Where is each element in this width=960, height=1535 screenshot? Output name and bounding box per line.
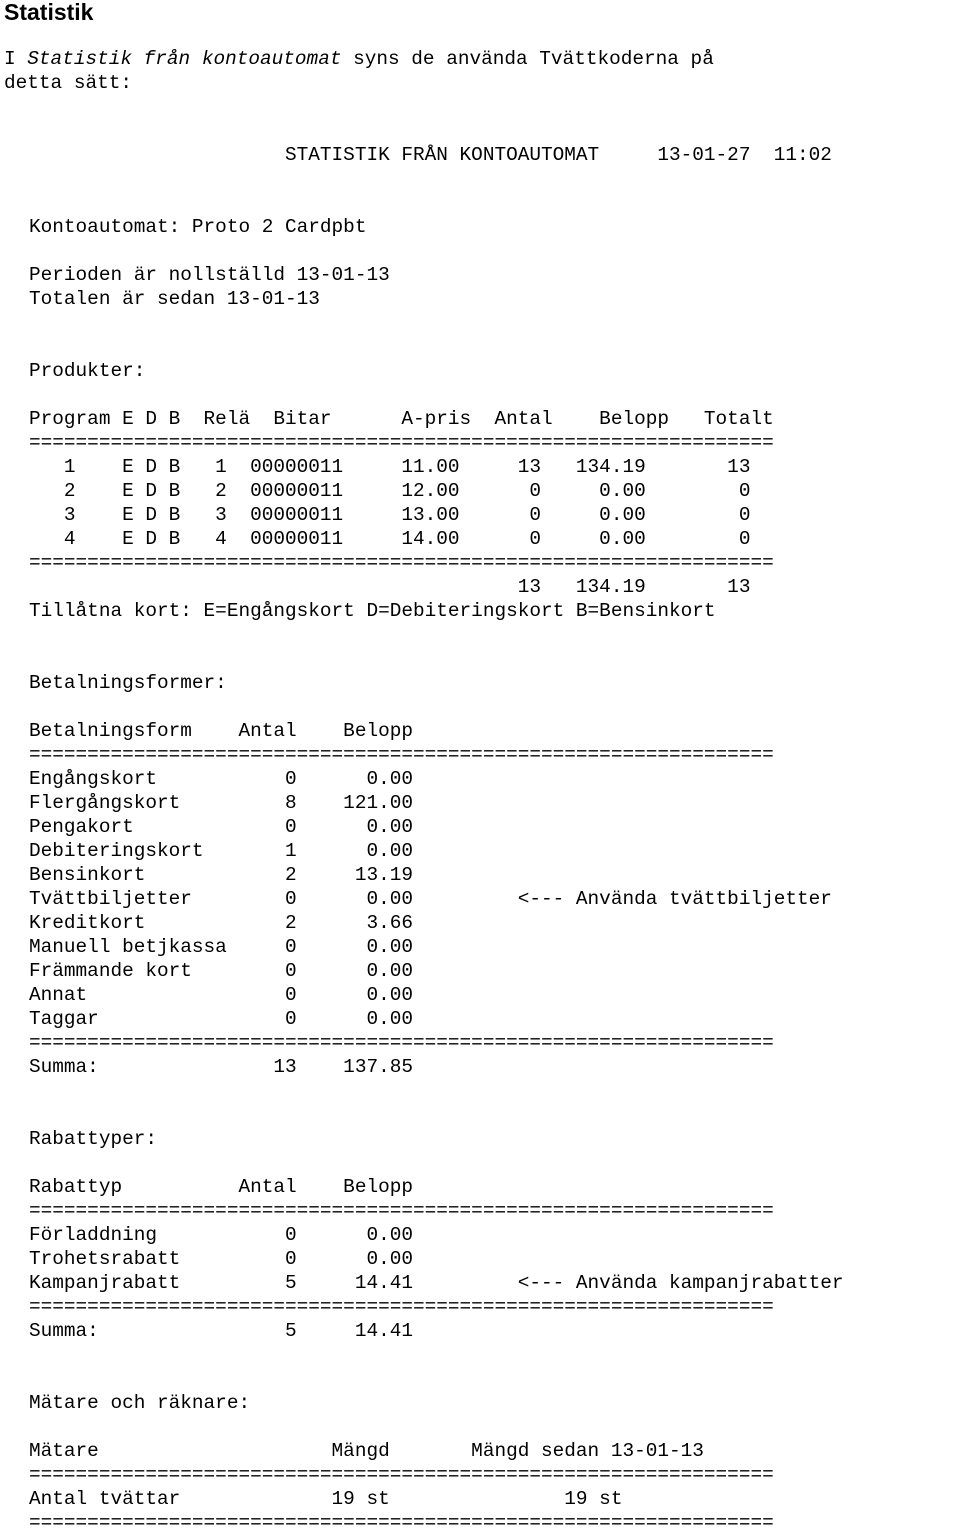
intro-prefix: I — [4, 48, 28, 70]
report-line — [29, 1343, 844, 1367]
report-line: ================================================================ — [29, 1512, 774, 1534]
report-line: Pengakort 0 0.00 — [29, 816, 413, 838]
report-line: Tillåtna kort: E=Engångskort D=Debiteringskort B=Bensinkort — [29, 600, 716, 622]
report-line: Perioden är nollställd 13-01-13 — [29, 264, 390, 286]
report-line: Taggar 0 0.00 — [29, 1008, 413, 1030]
report-line: Produkter: — [29, 360, 146, 382]
report-line — [29, 383, 844, 407]
report-line: 13 134.19 13 — [29, 576, 751, 598]
report-line: Summa: 5 14.41 — [29, 1320, 413, 1342]
report-line: Rabattyp Antal Belopp — [29, 1176, 413, 1198]
report-line: Manuell betjkassa 0 0.00 — [29, 936, 413, 958]
report-line: Summa: 13 137.85 — [29, 1056, 413, 1078]
report-line: Betalningsform Antal Belopp — [29, 720, 413, 742]
report-line — [29, 695, 844, 719]
report-line — [29, 647, 844, 671]
report-line: Kontoautomat: Proto 2 Cardpbt — [29, 216, 367, 238]
report-line: Tvättbiljetter 0 0.00 <--- Använda tvättbiljetter — [29, 888, 832, 910]
report-line: Betalningsformer: — [29, 672, 227, 694]
page-heading: Statistik — [4, 0, 94, 25]
report-line: ================================================================ — [29, 1296, 774, 1318]
report-line: Totalen är sedan 13-01-13 — [29, 288, 320, 310]
intro-italic-title: Statistik från kontoautomat — [27, 48, 342, 70]
report-line — [29, 1151, 844, 1175]
report-line: ================================================================ — [29, 1032, 774, 1054]
report-line — [29, 1103, 844, 1127]
report-line: Mätare Mängd Mängd sedan 13-01-13 — [29, 1440, 704, 1462]
report-line: 2 E D B 2 00000011 12.00 0 0.00 0 — [29, 480, 751, 502]
report-line: ================================================================ — [29, 1200, 774, 1222]
report-line — [29, 311, 844, 335]
report-line — [29, 167, 844, 191]
report-line: Kreditkort 2 3.66 — [29, 912, 413, 934]
report-line — [29, 239, 844, 263]
intro-paragraph — [4, 47, 714, 95]
report-line: Flergångskort 8 121.00 — [29, 792, 413, 814]
report-line — [29, 623, 844, 647]
report-line: Mätare och räknare: — [29, 1392, 251, 1414]
report-line: Program E D B Relä Bitar A-pris Antal Belopp Totalt — [29, 408, 774, 430]
report-line — [29, 1079, 844, 1103]
report-line — [29, 191, 844, 215]
report-line: Annat 0 0.00 — [29, 984, 413, 1006]
report-line: Förladdning 0 0.00 — [29, 1224, 413, 1246]
report-line — [29, 1367, 844, 1391]
report-line: Främmande kort 0 0.00 — [29, 960, 413, 982]
report-line: 1 E D B 1 00000011 11.00 13 134.19 13 — [29, 456, 751, 478]
report-line: ================================================================ — [29, 552, 774, 574]
report-line: ================================================================ — [29, 432, 774, 454]
report-line: Engångskort 0 0.00 — [29, 768, 413, 790]
report-line: Debiteringskort 1 0.00 — [29, 840, 413, 862]
report-line — [29, 335, 844, 359]
report-line: Trohetsrabatt 0 0.00 — [29, 1248, 413, 1270]
report-line: Rabattyper: — [29, 1128, 157, 1150]
report-line: ================================================================ — [29, 744, 774, 766]
report-line: 4 E D B 4 00000011 14.00 0 0.00 0 — [29, 528, 751, 550]
intro-line2: detta sätt: — [4, 72, 132, 94]
report-line: ================================================================ — [29, 1464, 774, 1486]
report-line — [29, 1415, 844, 1439]
report-line: Bensinkort 2 13.19 — [29, 864, 413, 886]
report-line: STATISTIK FRÅN KONTOAUTOMAT 13-01-27 11:02 — [29, 144, 832, 166]
report-line: 3 E D B 3 00000011 13.00 0 0.00 0 — [29, 504, 751, 526]
report-line: Kampanjrabatt 5 14.41 <--- Använda kampanjrabatter — [29, 1272, 844, 1294]
statistics-report — [29, 143, 844, 1535]
report-line: Antal tvättar 19 st 19 st — [29, 1488, 623, 1510]
intro-line1-rest: syns de använda Tvättkoderna på — [341, 48, 714, 70]
